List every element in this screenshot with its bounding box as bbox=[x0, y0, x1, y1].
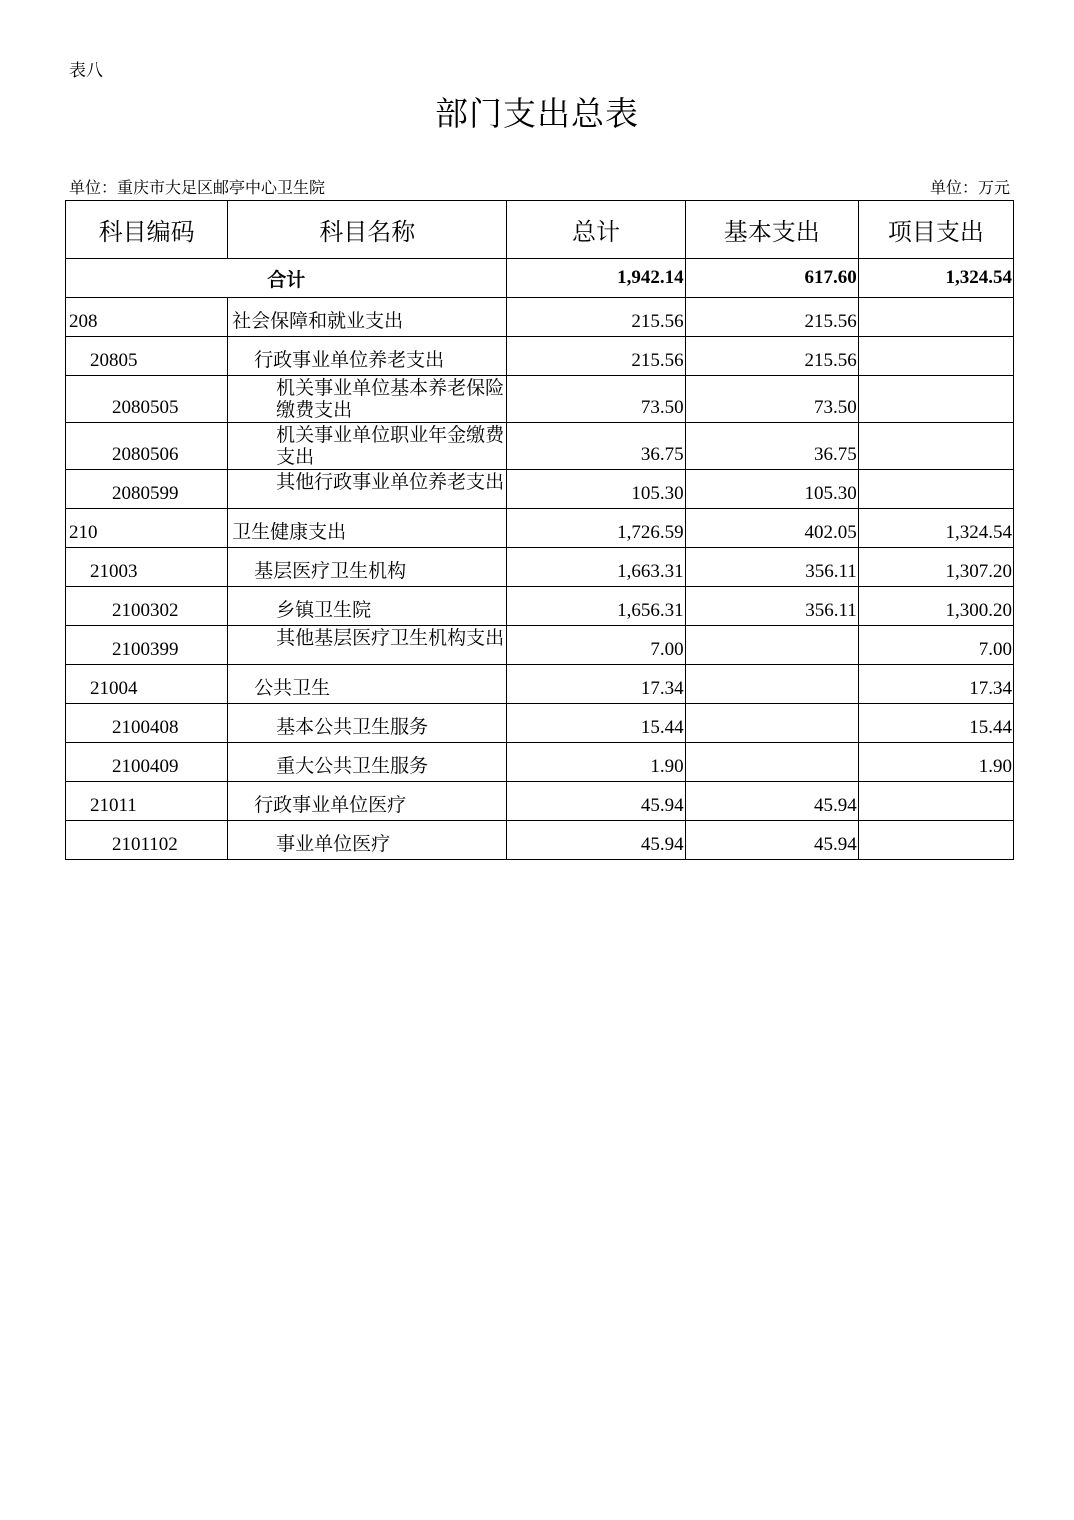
table-row bbox=[66, 587, 1014, 626]
table-row bbox=[66, 509, 1014, 548]
row-code: 21011 bbox=[66, 782, 228, 821]
summary-project: 1,324.54 bbox=[858, 259, 1013, 298]
table-row bbox=[66, 821, 1014, 860]
table-row bbox=[66, 470, 1014, 509]
row-code: 2100409 bbox=[66, 743, 228, 782]
table-row bbox=[66, 665, 1014, 704]
row-total: 73.50 bbox=[507, 376, 685, 423]
table-row bbox=[66, 743, 1014, 782]
summary-total: 1,942.14 bbox=[507, 259, 685, 298]
row-code: 20805 bbox=[66, 337, 228, 376]
row-basic: 36.75 bbox=[685, 423, 858, 470]
row-total: 15.44 bbox=[507, 704, 685, 743]
column-header-total: 总计 bbox=[507, 201, 685, 259]
row-project bbox=[858, 782, 1013, 821]
row-project bbox=[858, 376, 1013, 423]
row-name: 行政事业单位养老支出 bbox=[228, 337, 507, 376]
row-total: 17.34 bbox=[507, 665, 685, 704]
row-total: 36.75 bbox=[507, 423, 685, 470]
row-project: 1,324.54 bbox=[858, 509, 1013, 548]
row-total: 45.94 bbox=[507, 782, 685, 821]
row-name: 卫生健康支出 bbox=[228, 509, 507, 548]
row-basic: 402.05 bbox=[685, 509, 858, 548]
row-basic: 45.94 bbox=[685, 782, 858, 821]
row-name: 基层医疗卫生机构 bbox=[228, 548, 507, 587]
row-project bbox=[858, 821, 1013, 860]
row-name: 机关事业单位职业年金缴费支出 bbox=[228, 423, 507, 470]
row-total: 7.00 bbox=[507, 626, 685, 665]
row-basic bbox=[685, 665, 858, 704]
row-code: 2101102 bbox=[66, 821, 228, 860]
column-header-basic: 基本支出 bbox=[685, 201, 858, 259]
row-project: 17.34 bbox=[858, 665, 1013, 704]
table-row bbox=[66, 423, 1014, 470]
row-code: 208 bbox=[66, 298, 228, 337]
row-code: 2080506 bbox=[66, 423, 228, 470]
row-project bbox=[858, 298, 1013, 337]
row-name: 行政事业单位医疗 bbox=[228, 782, 507, 821]
column-header-name: 科目名称 bbox=[228, 201, 507, 259]
row-basic bbox=[685, 626, 858, 665]
row-basic: 73.50 bbox=[685, 376, 858, 423]
row-name: 其他行政事业单位养老支出 bbox=[228, 470, 507, 509]
row-basic: 215.56 bbox=[685, 298, 858, 337]
row-project: 7.00 bbox=[858, 626, 1013, 665]
row-basic: 215.56 bbox=[685, 337, 858, 376]
row-basic: 105.30 bbox=[685, 470, 858, 509]
row-project: 1,300.20 bbox=[858, 587, 1013, 626]
row-basic: 356.11 bbox=[685, 548, 858, 587]
row-name: 乡镇卫生院 bbox=[228, 587, 507, 626]
row-total: 215.56 bbox=[507, 298, 685, 337]
table-row bbox=[66, 782, 1014, 821]
row-total: 1,656.31 bbox=[507, 587, 685, 626]
row-code: 210 bbox=[66, 509, 228, 548]
row-basic: 45.94 bbox=[685, 821, 858, 860]
row-basic bbox=[685, 743, 858, 782]
column-header-project: 项目支出 bbox=[858, 201, 1013, 259]
row-name: 基本公共卫生服务 bbox=[228, 704, 507, 743]
row-name: 重大公共卫生服务 bbox=[228, 743, 507, 782]
summary-label: 合计 bbox=[66, 259, 507, 298]
row-total: 215.56 bbox=[507, 337, 685, 376]
table-header-row bbox=[66, 201, 1014, 259]
row-name: 机关事业单位基本养老保险缴费支出 bbox=[228, 376, 507, 423]
table-label: 表八 bbox=[69, 61, 103, 80]
row-project bbox=[858, 337, 1013, 376]
summary-basic: 617.60 bbox=[685, 259, 858, 298]
row-total: 105.30 bbox=[507, 470, 685, 509]
row-code: 2080505 bbox=[66, 376, 228, 423]
row-total: 45.94 bbox=[507, 821, 685, 860]
row-code: 21003 bbox=[66, 548, 228, 587]
table-row bbox=[66, 548, 1014, 587]
row-name: 社会保障和就业支出 bbox=[228, 298, 507, 337]
summary-row bbox=[66, 259, 1014, 298]
row-project bbox=[858, 470, 1013, 509]
row-project: 15.44 bbox=[858, 704, 1013, 743]
unit-currency: 单位：万元 bbox=[929, 180, 1010, 197]
row-project: 1,307.20 bbox=[858, 548, 1013, 587]
row-name: 公共卫生 bbox=[228, 665, 507, 704]
row-total: 1,726.59 bbox=[507, 509, 685, 548]
row-total: 1,663.31 bbox=[507, 548, 685, 587]
table-row bbox=[66, 337, 1014, 376]
row-code: 2080599 bbox=[66, 470, 228, 509]
table-row bbox=[66, 298, 1014, 337]
row-basic bbox=[685, 704, 858, 743]
table-row bbox=[66, 626, 1014, 665]
expenditure-table bbox=[65, 200, 1014, 860]
row-total: 1.90 bbox=[507, 743, 685, 782]
row-name: 事业单位医疗 bbox=[228, 821, 507, 860]
row-code: 2100408 bbox=[66, 704, 228, 743]
table-row bbox=[66, 704, 1014, 743]
column-header-code: 科目编码 bbox=[66, 201, 228, 259]
row-name: 其他基层医疗卫生机构支出 bbox=[228, 626, 507, 665]
row-code: 21004 bbox=[66, 665, 228, 704]
row-code: 2100302 bbox=[66, 587, 228, 626]
row-project: 1.90 bbox=[858, 743, 1013, 782]
row-project bbox=[858, 423, 1013, 470]
page-title: 部门支出总表 bbox=[435, 97, 639, 133]
row-basic: 356.11 bbox=[685, 587, 858, 626]
unit-organization: 单位：重庆市大足区邮亭中心卫生院 bbox=[69, 180, 326, 197]
row-code: 2100399 bbox=[66, 626, 228, 665]
table-row bbox=[66, 376, 1014, 423]
